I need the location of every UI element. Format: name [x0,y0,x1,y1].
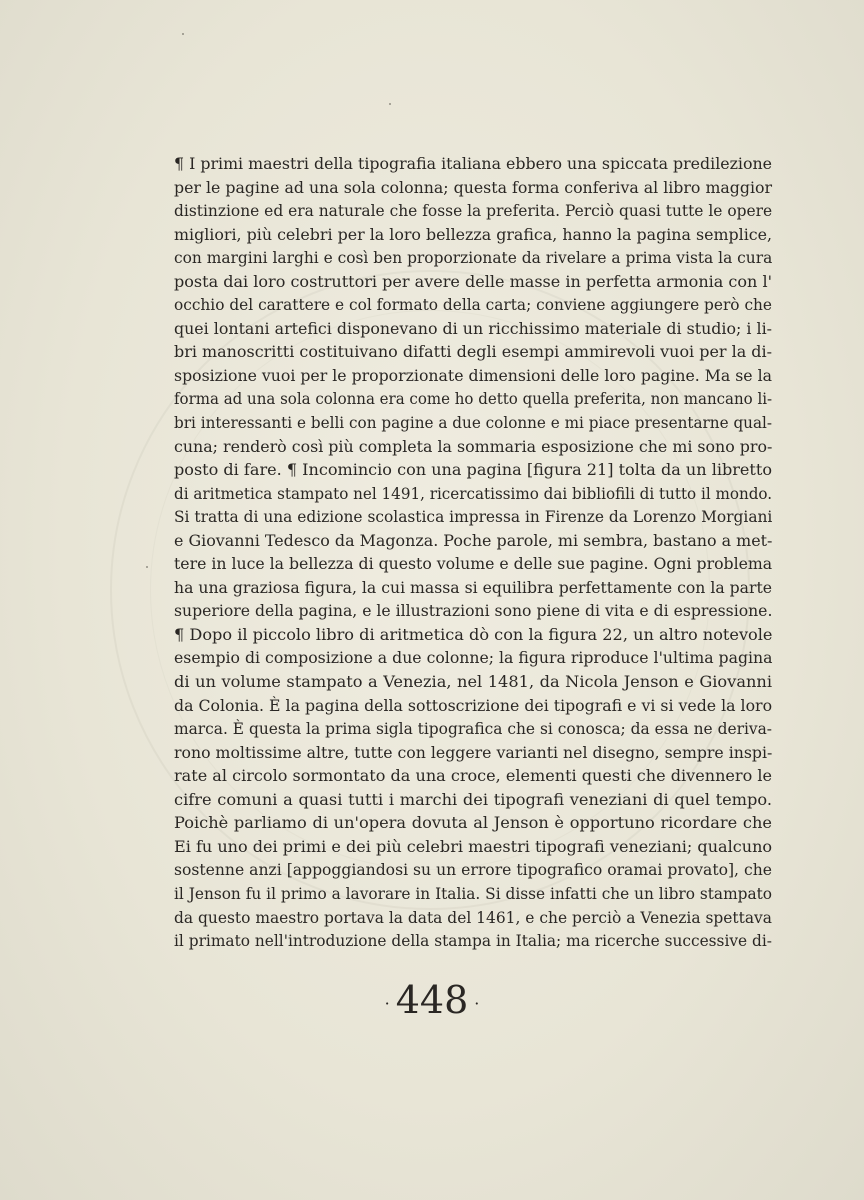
text-line: forma ad una sola colonna era come ho detto quella preferita, non mancano li- [174,389,773,409]
text-line: ¶ Dopo il piccolo libro di aritmetica dò con la figura 22, un altro notevole [174,624,773,644]
text-line: occhio del carattere e col formato della carta; conviene aggiungere però che [174,295,772,315]
text-line: da questo maestro portava la data del 1461, e che perciò a Venezia spettava [174,907,772,927]
text-line: rate al circolo sormontato da una croce, elementi questi che divennero le [174,766,772,786]
text-line: posta dai loro costruttori per avere delle masse in perfetta armonia con l' [174,271,773,291]
text-line: tere in luce la bellezza di questo volume e delle sue pagine. Ogni problema [174,554,773,574]
text-line: Si tratta di una edizione scolastica impressa in Firenze da Lorenzo Morgiani [174,507,773,527]
text-line: rono moltissime altre, tutte con leggere varianti nel disegno, sempre inspi- [174,742,773,762]
text-line: ¶ I primi maestri della tipografia italiana ebbero una spiccata predilezione [174,154,772,173]
text-line: quei lontani artefici disponevano di un ricchissimo materiale di studio; i li- [174,318,772,338]
text-line: migliori, più celebri per la loro bellezza grafica, hanno la pagina semplice, [174,224,773,244]
body-text [174,152,772,953]
text-line: di aritmetica stampato nel 1491, ricercatissimo dai bibliofili di tutto il mondo. [174,483,773,503]
text-line: il Jenson fu il primo a lavorare in Italia. Si disse infatti che un libro stampato [174,883,772,903]
text-line: Ei fu uno dei primi e dei più celebri maestri tipografi veneziani; qualcuno [174,836,773,856]
text-line: bri interessanti e belli con pagine a due colonne e mi piace presentarne qual- [174,413,773,433]
text-line: sostenne anzi [appoggiandosi su un errore tipografico oramai provato], che [174,860,773,880]
text-line: esempio di composizione a due colonne; la figura riproduce l'ultima pagina [174,648,773,668]
paper-speck [182,33,184,35]
text-line: cuna; renderò così più completa la sommaria esposizione che mi sono pro- [174,436,773,456]
paper-speck [389,103,391,105]
text-line: con margini larghi e così ben proporzionate da rivelare a prima vista la cura [174,248,773,268]
paper-speck [146,566,148,568]
text-line: marca. È questa la prima sigla tipografica che si conosca; da essa ne deriva- [174,719,772,739]
text-line: bri manoscritti costituivano difatti degli esempi ammirevoli vuoi per la di- [174,342,773,362]
text-line: superiore della pagina, e le illustrazioni sono piene di vita e di espressione. [174,601,773,621]
folio-number: 448 [395,978,469,1022]
text-line: per le pagine ad una sola colonna; questa forma conferiva al libro maggior [174,177,773,197]
folio-dot-right: · [474,993,480,1013]
text-line: e Giovanni Tedesco da Magonza. Poche parole, mi sembra, bastano a met- [174,530,773,550]
folio-dot-left: · [384,993,390,1013]
text-line: cifre comuni a quasi tutti i marchi dei tipografi veneziani di quel tempo. [174,789,772,809]
text-line: sposizione vuoi per le proporzionate dimensioni delle loro pagine. Ma se la [174,365,773,385]
text-line: da Colonia. È la pagina della sottoscrizione dei tipografi e vi si vede la loro [174,695,773,715]
text-line: il primato nell'introduzione della stampa in Italia; ma ricerche successive di- [174,931,772,951]
text-line: ha una graziosa figura, la cui massa si equilibra perfettamente con la parte [174,577,773,597]
page-number [0,975,864,1029]
text-line: distinzione ed era naturale che fosse la preferita. Perciò quasi tutte le opere [174,201,773,221]
text-line: di un volume stampato a Venezia, nel 1481, da Nicola Jenson e Giovanni [174,672,772,692]
text-line: posto di fare. ¶ Incomincio con una pagina [figura 21] tolta da un libretto [174,460,772,480]
text-line: Poichè parliamo di un'opera dovuta al Jenson è opportuno ricordare che [174,813,772,833]
